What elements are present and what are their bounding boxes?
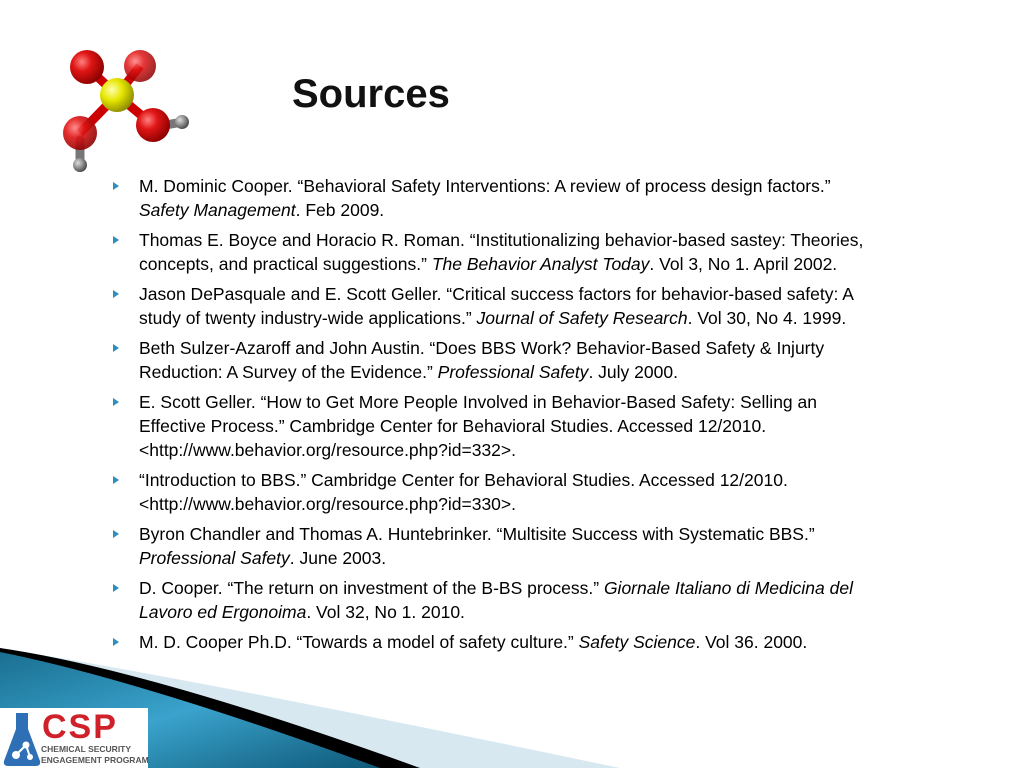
logo-acronym: CSP bbox=[42, 708, 118, 746]
reference-text: M. D. Cooper Ph.D. “Towards a model of safety culture.” bbox=[139, 632, 579, 652]
reference-text: <http://www.behavior.org/resource.php?id=332>. bbox=[139, 440, 516, 460]
reference-text: . Feb 2009. bbox=[295, 200, 385, 220]
reference-item bbox=[113, 336, 993, 384]
reference-text: . Vol 30, No 4. 1999. bbox=[687, 308, 847, 328]
bullet-arrow-icon bbox=[113, 476, 119, 484]
reference-text: concepts, and practical suggestions.” bbox=[139, 254, 432, 274]
reference-text: Beth Sulzer-Azaroff and John Austin. “Does BBS Work? Behavior-Based Safety & Injurty bbox=[139, 338, 825, 358]
reference-item bbox=[113, 282, 993, 330]
slide-title: Sources bbox=[292, 72, 450, 116]
reference-item bbox=[113, 174, 993, 222]
logo-line-2: ENGAGEMENT PROGRAM bbox=[41, 755, 149, 765]
molecule-image bbox=[55, 40, 205, 175]
reference-text: E. Scott Geller. “How to Get More People Involved in Behavior-Based Safety: Selling an bbox=[139, 392, 817, 412]
reference-line bbox=[139, 336, 993, 360]
reference-publication: Lavoro ed Ergonoima bbox=[139, 602, 307, 622]
reference-text: . June 2003. bbox=[289, 548, 387, 568]
reference-publication: Journal of Safety Research bbox=[476, 308, 688, 328]
reference-publication: Giornale Italiano di Medicina del bbox=[603, 578, 853, 598]
reference-line bbox=[139, 546, 993, 570]
reference-publication: Professional Safety bbox=[437, 362, 589, 382]
reference-publication: The Behavior Analyst Today bbox=[431, 254, 650, 274]
bullet-arrow-icon bbox=[113, 236, 119, 244]
reference-line bbox=[139, 492, 993, 516]
reference-text: “Introduction to BBS.” Cambridge Center for Behavioral Studies. Accessed 12/2010. bbox=[139, 470, 788, 490]
reference-publication: Safety Science bbox=[578, 632, 696, 652]
reference-line bbox=[139, 414, 993, 438]
reference-text: D. Cooper. “The return on investment of the B-BS process.” bbox=[139, 578, 604, 598]
reference-item bbox=[113, 468, 993, 516]
reference-line bbox=[139, 600, 993, 624]
reference-line bbox=[139, 438, 993, 462]
bullet-arrow-icon bbox=[113, 290, 119, 298]
reference-item bbox=[113, 228, 993, 276]
reference-line bbox=[139, 576, 993, 600]
reference-text: <http://www.behavior.org/resource.php?id=330>. bbox=[139, 494, 516, 514]
reference-publication: Professional Safety bbox=[139, 548, 290, 568]
bullet-arrow-icon bbox=[113, 398, 119, 406]
references-list bbox=[113, 174, 993, 660]
reference-item bbox=[113, 522, 993, 570]
decorative-swoosh bbox=[0, 640, 1024, 768]
bullet-arrow-icon bbox=[113, 584, 119, 592]
bullet-arrow-icon bbox=[113, 344, 119, 352]
bullet-arrow-icon bbox=[113, 182, 119, 190]
reference-publication: Safety Management bbox=[139, 200, 296, 220]
reference-line bbox=[139, 306, 993, 330]
reference-text: . Vol 36. 2000. bbox=[695, 632, 808, 652]
reference-line bbox=[139, 252, 993, 276]
csp-logo bbox=[0, 708, 148, 768]
flask-icon bbox=[2, 711, 42, 767]
reference-line bbox=[139, 360, 993, 384]
reference-text: study of twenty industry-wide applications.” bbox=[139, 308, 477, 328]
logo-line-1: CHEMICAL SECURITY bbox=[41, 744, 132, 754]
reference-line bbox=[139, 522, 993, 546]
reference-text: . July 2000. bbox=[588, 362, 678, 382]
reference-line bbox=[139, 282, 993, 306]
reference-text: M. Dominic Cooper. “Behavioral Safety Interventions: A review of process design factors.” bbox=[139, 176, 831, 196]
reference-text: Thomas E. Boyce and Horacio R. Roman. “Institutionalizing behavior-based sastey: Theories, bbox=[139, 230, 864, 250]
reference-line bbox=[139, 174, 993, 198]
reference-line bbox=[139, 390, 993, 414]
reference-text: Reduction: A Survey of the Evidence.” bbox=[139, 362, 438, 382]
reference-text: Effective Process.” Cambridge Center for Behavioral Studies. Accessed 12/2010. bbox=[139, 416, 767, 436]
reference-line bbox=[139, 228, 993, 252]
reference-item bbox=[113, 390, 993, 462]
reference-line bbox=[139, 468, 993, 492]
reference-item bbox=[113, 576, 993, 624]
bullet-arrow-icon bbox=[113, 530, 119, 538]
reference-text: . Vol 3, No 1. April 2002. bbox=[649, 254, 838, 274]
reference-text: Byron Chandler and Thomas A. Huntebrinker. “Multisite Success with Systematic BBS.” bbox=[139, 524, 815, 544]
reference-line bbox=[139, 198, 993, 222]
reference-text: Jason DePasquale and E. Scott Geller. “Critical success factors for behavior-based safety: A bbox=[139, 284, 854, 304]
reference-text: . Vol 32, No 1. 2010. bbox=[306, 602, 465, 622]
